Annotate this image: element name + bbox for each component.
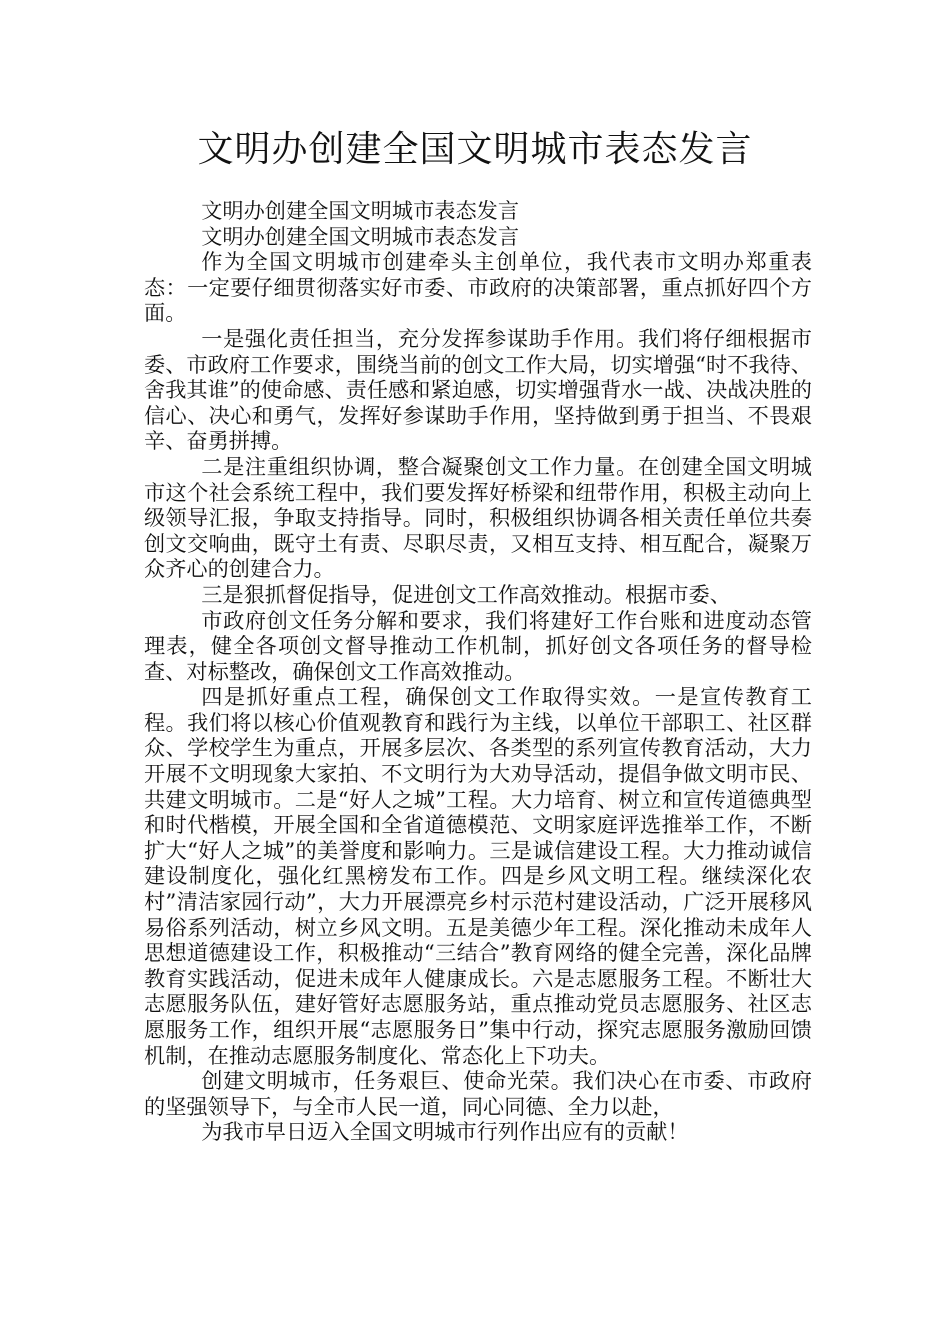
paragraph-1: 文明办创建全国文明城市表态发言 <box>201 198 520 223</box>
paragraph-8: 四是抓好重点工程，确保创文工作取得实效。一是宣传教育工程。我们将以核心价值观教育和践行为主线，以单位干部职工、社区群众、学校学生为重点，开展多层次、各类型的系列宣传教育活动，大力开展不文明现象大家拍、不文明行为大劝导活动，提倡争做文明市民、共建文明城市。二是“好人之城”工程。大力培育、树立和宣传道德典型和时代楷模，开展全国和全省道德模范、文明家庭评选推举工作，不断扩大“好人之城”的美誉度和影响力。三是诚信建设工程。大力推动诚信建设制度化，强化红黑榜发布工作。四是乡风文明工程。继续深化农村”清洁家园行动”，大力开展漂亮乡村示范村建设活动，广泛开展移风易俗系列活动，树立乡风文明。五是美德少年工程。深化推动未成年人思想道德建设工作，积极推动“三结合”教育网络的健全完善，深化品牌教育实践活动，促进未成年人健康成长。六是志愿服务工程。不断壮大志愿服务队伍，建好管好志愿服务站，重点推动党员志愿服务、社区志愿服务工作，组织开展“志愿服务日”集中行动，探究志愿服务激励回馈机制，在推动志愿服务制度化、常态化上下功夫。 <box>144 684 812 1068</box>
paragraph-7: 市政府创文任务分解和要求，我们将建好工作台账和进度动态管理表，健全各项创文督导推动工作机制，抓好创文各项任务的督导检查、对标整改，确保创文工作高效推动。 <box>144 607 812 684</box>
paragraph-2: 文明办创建全国文明城市表态发言 <box>201 223 520 249</box>
paragraph-3: 作为全国文明城市创建牵头主创单位，我代表市文明办郑重表态：一定要仔细贯彻落实好市委、市政府的决策部署，重点抓好四个方面。 <box>144 249 812 326</box>
paragraph-6: 三是狠抓督促指导，促进创文工作高效推动。根据市委、 <box>201 581 731 607</box>
paragraph-9: 创建文明城市，任务艰巨、使命光荣。我们决心在市委、市政府的坚强领导下，与全市人民一道，同心同德、全力以赴， <box>144 1068 812 1119</box>
paragraph-4: 一是强化责任担当，充分发挥参谋助手作用。我们将仔细根据市委、市政府工作要求，围绕当前的创文工作大局，切实增强“时不我待、舍我其谁”的使命感、责任感和紧迫感，切实增强背水一战、决战决胜的信心、决心和勇气，发挥好参谋助手作用，坚持做到勇于担当、不畏艰辛、奋勇拼搏。 <box>144 325 812 454</box>
paragraph-5: 二是注重组织协调，整合凝聚创文工作力量。在创建全国文明城市这个社会系统工程中，我们要发挥好桥梁和纽带作用，积极主动向上级领导汇报，争取支持指导。同时，积极组织协调各相关责任单位共奏创文交响曲，既守土有责、尽职尽责，又相互支持、相互配合，凝聚万众齐心的创建合力。 <box>144 453 812 582</box>
document-title: 文明办创建全国文明城市表态发言 <box>197 129 753 170</box>
document-body <box>144 198 812 1145</box>
paragraph-10: 为我市早日迈入全国文明城市行列作出应有的贡献！ <box>201 1119 689 1145</box>
